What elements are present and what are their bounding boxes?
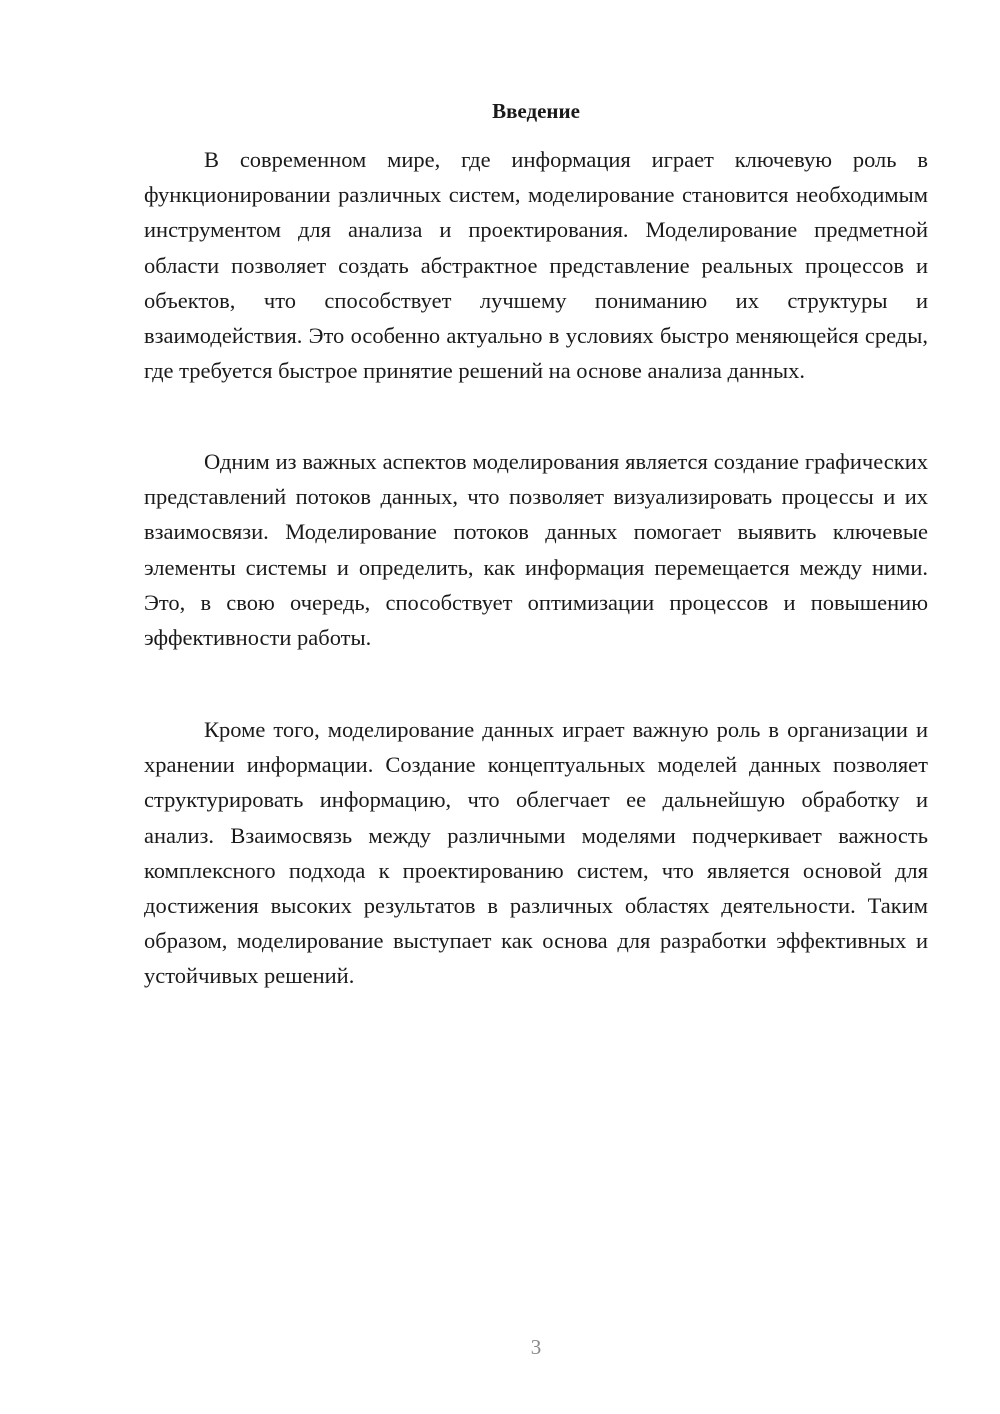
paragraph-data-flows: Одним из важных аспектов моделирования является создание графических представлений потоков данных, что позволяет визуализировать процессы и их взаимосвязи. Моделирование потоков данных помогает выявить ключевые элементы системы и определить, как информация перемещается между ними. Это, в свою очередь, способствует оптимизации процессов и повышению эффективности работы. <box>144 449 928 651</box>
page-title: Введение <box>492 99 580 123</box>
page-number: 3 <box>530 1335 542 1359</box>
paragraph-data-modeling: Кроме того, моделирование данных играет важную роль в организации и хранении информации. Создание концептуальных моделей данных позволяет структурировать информацию, что облегчает ее дальнейшую обработку и анализ. Взаимосвязь между различными моделями подчеркивает важность комплексного подхода к проектированию систем, что является основой для достижения высоких результатов в различных областях деятельности. Таким образом, моделирование выступает как основа для разработки эффективных и устойчивых решений. <box>144 717 928 989</box>
paragraph-intro: В современном мире, где информация играет ключевую роль в функционировании различных систем, моделирование становится необходимым инструментом для анализа и проектирования. Моделирование предметной области позволяет создать абстрактное представление реальных процессов и объектов, что способствует лучшему пониманию их структуры и взаимодействия. Это особенно актуально в условиях быстро меняющейся среды, где требуется быстрое принятие решений на основе анализа данных. <box>144 147 928 384</box>
